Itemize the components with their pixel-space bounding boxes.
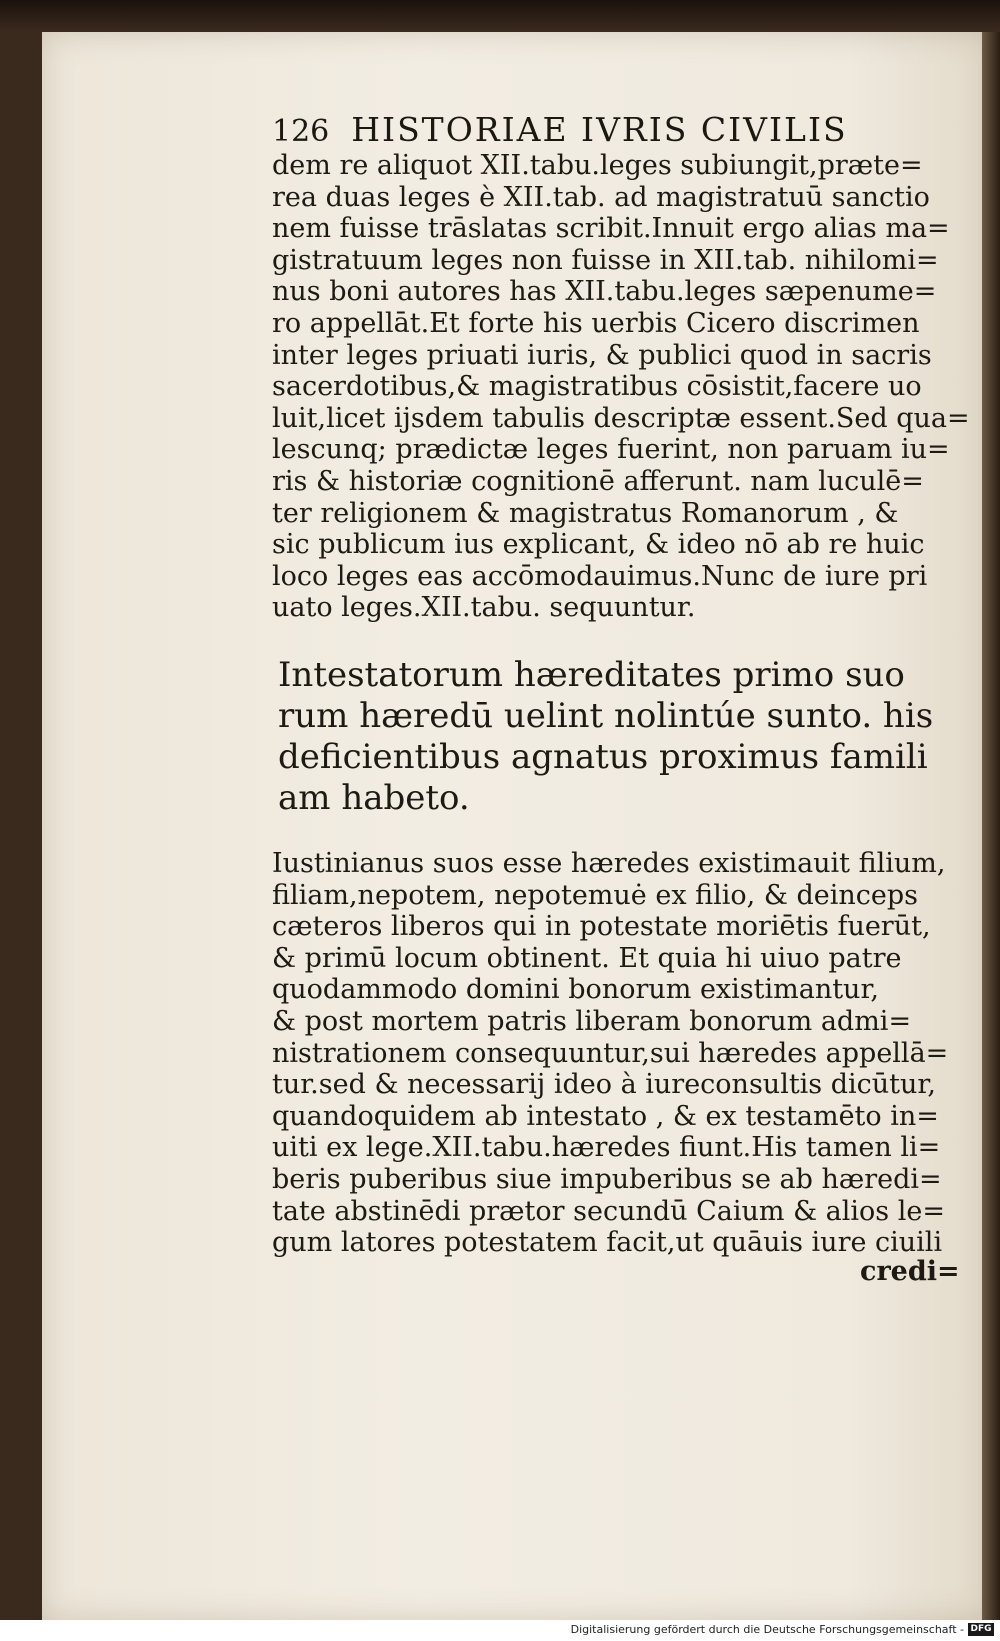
text-line: nus boni autores has XII.tabu.leges sæpenume= xyxy=(272,276,937,308)
text-line: nistrationem consequuntur,sui hæredes appellā= xyxy=(272,1037,949,1069)
text-line: quandoquidem ab intestato , & ex testamēto in= xyxy=(272,1100,939,1132)
scan-top-edge xyxy=(0,0,1000,32)
catchword: credi= xyxy=(860,1256,960,1287)
text-line: dem re aliquot XII.tabu.leges subiungit,præte= xyxy=(272,150,923,181)
text-line: rea duas leges è XII.tab. ad magistratuū sanctio xyxy=(272,181,930,213)
text-line: gistratuum leges non fuisse in XII.tab. nihilomi= xyxy=(272,244,939,276)
page-header xyxy=(272,110,892,152)
funding-credit: Digitalisierung gefördert durch die Deutsche Forschungsgemeinschaft - xyxy=(570,1623,964,1636)
paragraph-commentary-1 xyxy=(272,150,970,624)
law-line: deficientibus agnatus proximus famili xyxy=(278,737,928,777)
text-line: sacerdotibus,& magistratibus cōsistit,facere uo xyxy=(272,371,922,403)
page-edge-shadow xyxy=(982,32,1000,1620)
running-title: HISTORIAE IVRIS CIVILIS xyxy=(351,110,848,149)
text-line: ro appellāt.Et forte his uerbis Cicero discrimen xyxy=(272,307,920,339)
text-line: uiti ex lege.XII.tabu.hæredes fiunt.His tamen li= xyxy=(272,1132,941,1164)
text-line: & post mortem patris liberam bonorum admi= xyxy=(272,1005,912,1037)
text-line: uato leges.XII.tabu. sequuntur. xyxy=(272,592,696,624)
law-line: rum hæredū uelint nolintúe sunto. his xyxy=(278,696,934,736)
page-number: 126 xyxy=(272,114,330,149)
text-line: gum latores potestatem facit,ut quāuis iure ciuili xyxy=(272,1227,943,1259)
text-line: luit,licet ijsdem tabulis descriptæ essent.Sed qua= xyxy=(272,402,970,434)
text-line: beris puberibus siue impuberibus se ab hæredi= xyxy=(272,1163,942,1195)
text-line: ter religionem & magistratus Romanorum , & xyxy=(272,497,899,529)
dfg-logo-icon: DFG xyxy=(968,1623,994,1636)
text-line: filiam,nepotem, nepotemuė ex filio, & deinceps xyxy=(272,879,918,911)
text-line: cæteros liberos qui in potestate moriētis fuerūt, xyxy=(272,911,931,943)
text-line: inter leges priuati iuris, & publici quod in sacris xyxy=(272,339,932,371)
text-line: ris & historiæ cognitionē afferunt. nam luculē= xyxy=(272,465,924,497)
text-line: lescunq; prædictæ leges fuerint, non paruam iu= xyxy=(272,434,950,466)
law-line: am habeto. xyxy=(278,778,470,818)
paragraph-commentary-2 xyxy=(272,848,949,1259)
text-line: Iustinianus suos esse hæredes existimauit filium, xyxy=(272,848,946,879)
text-line: sic publicum ius explicant, & ideo nō ab re huic xyxy=(272,529,925,561)
law-text-quotation xyxy=(278,655,938,819)
text-line: & primū locum obtinent. Et quia hi uiuo patre xyxy=(272,942,902,974)
text-line: quodammodo domini bonorum existimantur, xyxy=(272,974,879,1006)
text-line: tur.sed & necessarij ideo à iureconsultis dicūtur, xyxy=(272,1069,936,1101)
law-line: Intestatorum hæreditates primo suo xyxy=(278,655,905,695)
text-line: tate abstinēdi prætor secundū Caium & alios le= xyxy=(272,1195,945,1227)
text-line: nem fuisse trāslatas scribit.Innuit ergo alias ma= xyxy=(272,213,950,245)
text-line: loco leges eas accōmodauimus.Nunc de iure pri xyxy=(272,560,928,592)
